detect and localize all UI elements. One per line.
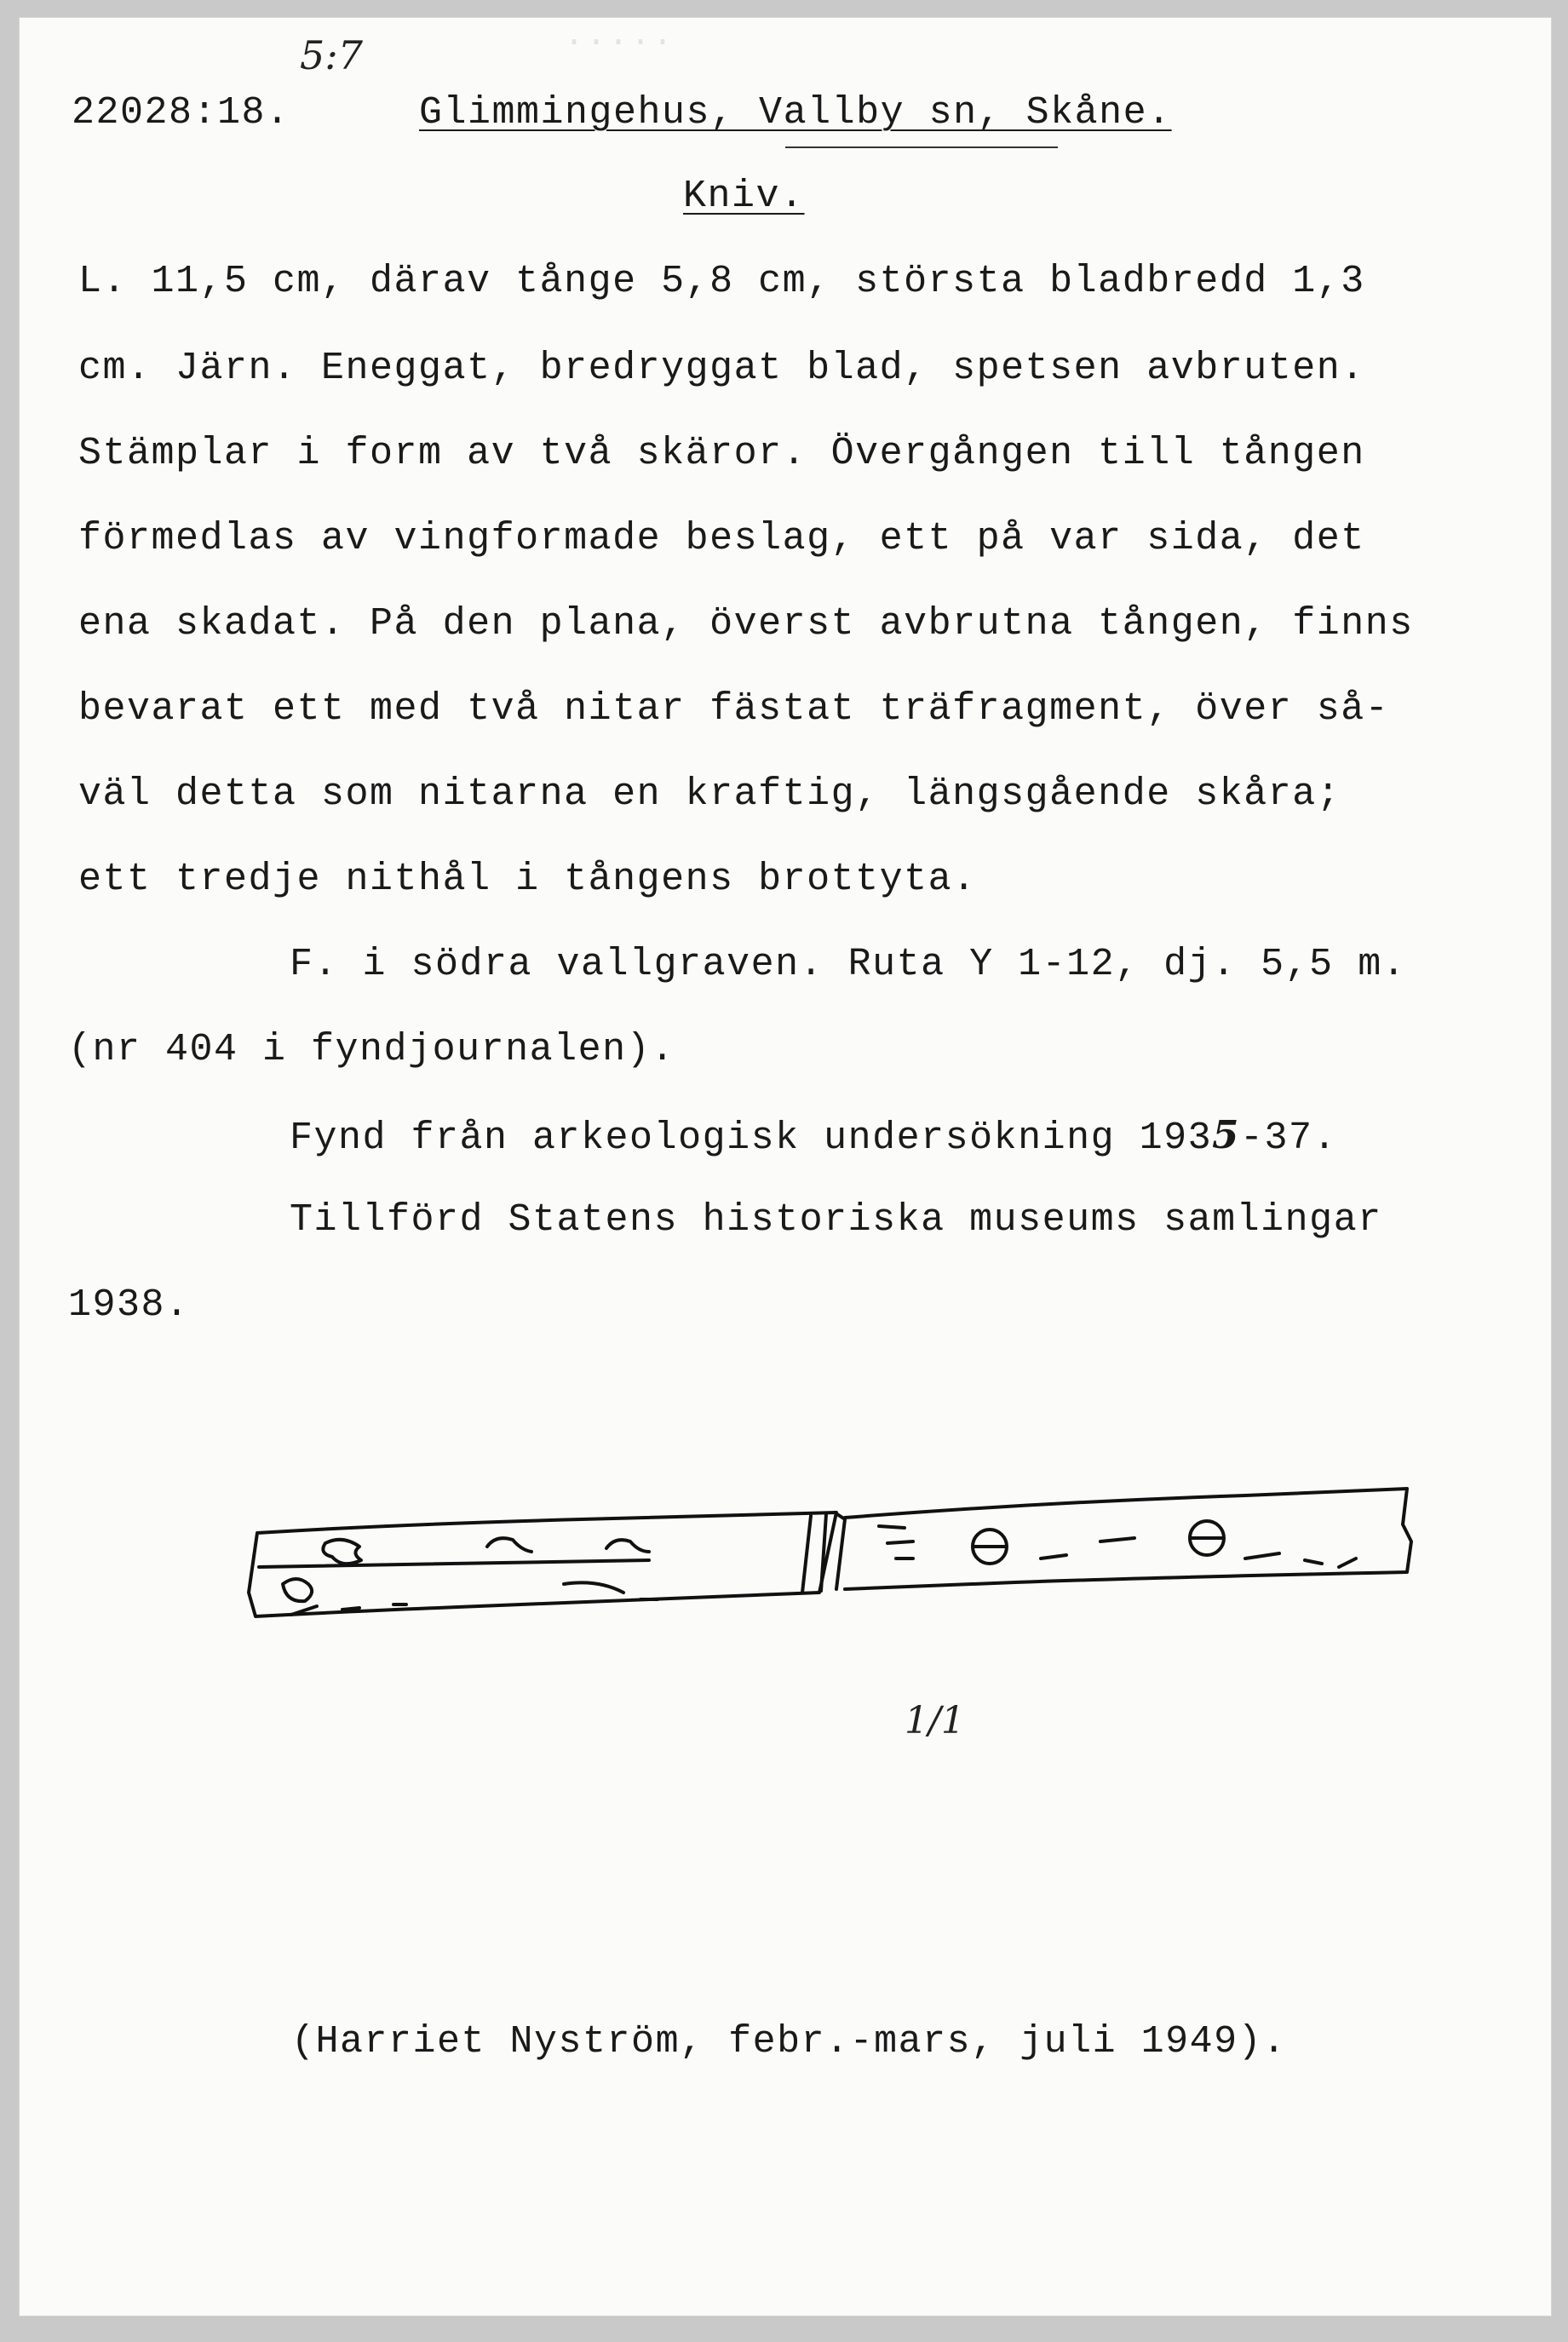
handwritten-correction: 5	[1212, 1112, 1240, 1157]
handwritten-number: 5:7	[300, 32, 364, 78]
description-line: väl detta som nitarna en kraftig, längsgående skåra;	[78, 772, 1341, 816]
find-journal-reference: (nr 404 i fyndjournalen).	[68, 1028, 675, 1071]
description-line: bevarat ett med två nitar fästat träfragment, över så-	[78, 687, 1390, 731]
catalog-card	[19, 17, 1552, 2316]
knife-drawing	[223, 1465, 1450, 1686]
excavation-suffix: -37.	[1239, 1116, 1338, 1160]
blade-back-line	[259, 1560, 649, 1567]
excavation-note	[290, 1112, 1338, 1160]
blade-damage-mark-2	[283, 1579, 312, 1601]
description-line: förmedlas av vingformade beslag, ett på var sida, det	[78, 517, 1365, 560]
find-location: Glimmingehus, Vallby sn, Skåne.	[419, 91, 1172, 135]
stamp-sickle-2	[606, 1540, 649, 1552]
acquisition-note: Tillförd Statens historiska museums samlingar	[290, 1198, 1382, 1242]
acquisition-year: 1938.	[68, 1283, 190, 1327]
find-location-detail: F. i södra vallgraven. Ruta Y 1-12, dj. 5,5 m.	[290, 943, 1407, 986]
description-line: cm. Järn. Eneggat, bredryggat blad, spetsen avbruten.	[78, 347, 1365, 390]
catalog-number: 22028:18.	[72, 91, 290, 135]
description-line: Stämplar i form av två skäror. Övergången till tången	[78, 432, 1365, 475]
stamp-sickle-1	[487, 1538, 531, 1552]
author-signature: (Harriet Nyström, febr.-mars, juli 1949).	[291, 2020, 1287, 2064]
location-underline-accent	[785, 146, 1058, 148]
scale-label: 1/1	[905, 1699, 965, 1742]
excavation-prefix: Fynd från arkeologisk undersökning 193	[290, 1116, 1213, 1160]
description-line: L. 11,5 cm, därav tånge 5,8 cm, största bladbredd 1,3	[78, 260, 1365, 303]
blade-damage-mark-1	[323, 1540, 361, 1564]
description-line: ett tredje nithål i tångens brottyta.	[78, 858, 977, 901]
object-name: Kniv.	[683, 175, 805, 218]
description-line: ena skadat. På den plana, överst avbrutna tången, finns	[78, 602, 1414, 646]
bleed-through-text: ·····	[564, 24, 675, 62]
